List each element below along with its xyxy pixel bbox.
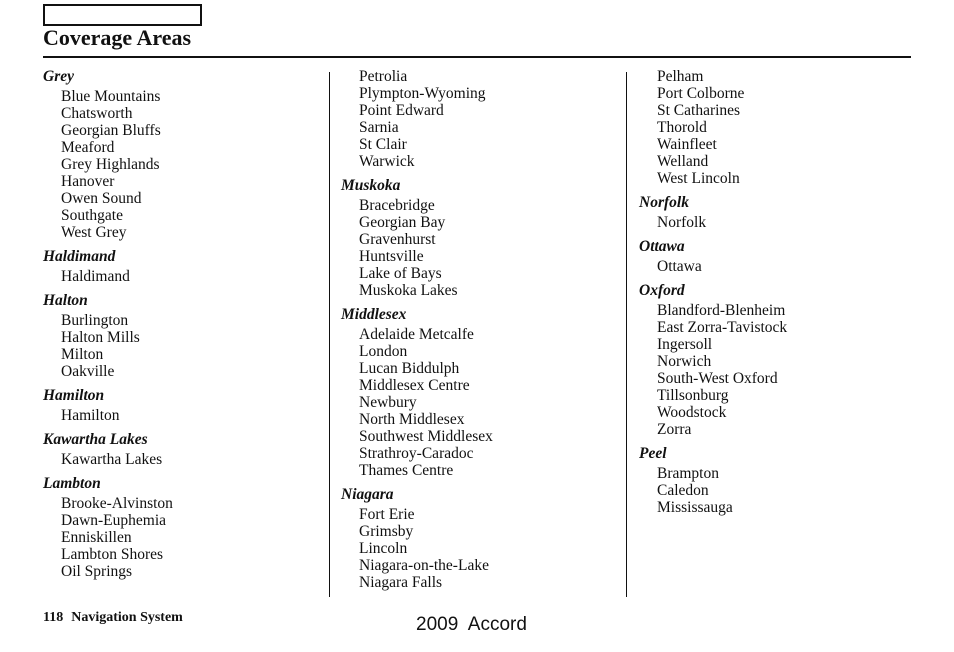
place-item: Lake of Bays — [359, 265, 442, 282]
place-item: Thorold — [657, 119, 707, 136]
region-block — [341, 177, 611, 299]
place-item: Blue Mountains — [61, 88, 161, 105]
place-item: Gravenhurst — [359, 231, 436, 248]
place-item: Norfolk — [657, 214, 707, 231]
place-item: Owen Sound — [61, 190, 142, 207]
place-item: Brampton — [657, 465, 719, 482]
place-item: Norwich — [657, 353, 712, 370]
place-item: Dawn-Euphemia — [61, 512, 167, 529]
region-block — [341, 68, 611, 170]
place-item: Chatsworth — [61, 105, 133, 122]
region-heading: Haldimand — [43, 248, 116, 265]
region-heading: Hamilton — [43, 387, 105, 404]
place-item: Hamilton — [61, 407, 120, 424]
place-item: Mississauga — [657, 499, 733, 516]
column-divider — [626, 72, 627, 597]
place-item: Blandford-Blenheim — [657, 302, 786, 319]
place-item: Muskoka Lakes — [359, 282, 458, 299]
region-block — [639, 445, 909, 516]
place-item: Welland — [657, 153, 709, 170]
place-item: Kawartha Lakes — [61, 451, 163, 468]
place-item: West Grey — [61, 224, 127, 241]
place-item: Niagara Falls — [359, 574, 443, 591]
place-item: Warwick — [359, 153, 415, 170]
place-item: Southwest Middlesex — [359, 428, 493, 445]
column-divider — [329, 72, 330, 597]
region-heading: Niagara — [341, 486, 394, 503]
region-block — [43, 68, 313, 241]
place-item: Adelaide Metcalfe — [359, 326, 474, 343]
place-item: Burlington — [61, 312, 129, 329]
place-item: Milton — [61, 346, 104, 363]
place-item: St Clair — [359, 136, 407, 153]
region-block — [43, 387, 313, 424]
place-item: St Catharines — [657, 102, 741, 119]
place-item: Fort Erie — [359, 506, 415, 523]
region-block — [639, 282, 909, 438]
place-item: West Lincoln — [657, 170, 740, 187]
region-block — [43, 431, 313, 468]
place-item: Tillsonburg — [657, 387, 729, 404]
place-item: Lucan Biddulph — [359, 360, 460, 377]
column-2 — [341, 68, 611, 598]
region-heading: Kawartha Lakes — [43, 431, 148, 448]
place-item: Niagara-on-the-Lake — [359, 557, 489, 574]
region-block — [43, 248, 313, 285]
page-number: 118 — [43, 610, 64, 625]
place-item: Brooke-Alvinston — [61, 495, 173, 512]
place-item: Wainfleet — [657, 136, 717, 153]
place-item: East Zorra-Tavistock — [657, 319, 788, 336]
place-item: Thames Centre — [359, 462, 454, 479]
title-rule — [43, 56, 911, 58]
place-item: Meaford — [61, 139, 115, 156]
place-item: Pelham — [657, 68, 704, 85]
place-item: Halton Mills — [61, 329, 140, 346]
place-item: Port Colborne — [657, 85, 745, 102]
region-block — [639, 238, 909, 275]
region-heading: Muskoka — [341, 177, 401, 194]
region-block — [639, 68, 909, 187]
place-item: Southgate — [61, 207, 123, 224]
place-item: Lambton Shores — [61, 546, 164, 563]
region-heading: Peel — [639, 445, 667, 462]
column-3 — [639, 68, 909, 523]
place-item: Middlesex Centre — [359, 377, 470, 394]
region-heading: Norfolk — [639, 194, 689, 211]
model-name: 2009 Accord — [416, 614, 527, 635]
place-item: Zorra — [657, 421, 692, 438]
header-tab-box — [43, 4, 202, 26]
place-item: London — [359, 343, 408, 360]
column-1 — [43, 68, 313, 587]
region-heading: Halton — [43, 292, 88, 309]
page-title: Coverage Areas — [43, 25, 192, 50]
place-item: Enniskillen — [61, 529, 132, 546]
region-block — [341, 486, 611, 591]
place-item: Hanover — [61, 173, 115, 190]
region-block — [43, 475, 313, 580]
place-item: Ingersoll — [657, 336, 713, 353]
place-item: Grey Highlands — [61, 156, 160, 173]
place-item: North Middlesex — [359, 411, 465, 428]
place-item: Bracebridge — [359, 197, 435, 214]
place-item: Georgian Bluffs — [61, 122, 161, 139]
place-item: Point Edward — [359, 102, 444, 119]
place-item: Plympton-Wyoming — [359, 85, 486, 102]
place-item: Georgian Bay — [359, 214, 446, 231]
region-block — [639, 194, 909, 231]
region-heading: Oxford — [639, 282, 685, 299]
place-item: Oil Springs — [61, 563, 133, 580]
place-item: Haldimand — [61, 268, 130, 285]
place-item: Huntsville — [359, 248, 424, 265]
place-item: South-West Oxford — [657, 370, 778, 387]
place-item: Grimsby — [359, 523, 414, 540]
place-item: Oakville — [61, 363, 115, 380]
place-item: Sarnia — [359, 119, 399, 136]
place-item: Caledon — [657, 482, 709, 499]
place-item: Newbury — [359, 394, 417, 411]
region-heading: Lambton — [43, 475, 101, 492]
region-heading: Middlesex — [341, 306, 407, 323]
place-item: Petrolia — [359, 68, 408, 85]
section-name: Navigation System — [71, 610, 183, 625]
place-item: Ottawa — [657, 258, 702, 275]
region-block — [43, 292, 313, 380]
place-item: Strathroy-Caradoc — [359, 445, 474, 462]
region-block — [341, 306, 611, 479]
place-item: Lincoln — [359, 540, 408, 557]
place-item: Woodstock — [657, 404, 727, 421]
region-heading: Grey — [43, 68, 74, 85]
region-heading: Ottawa — [639, 238, 685, 255]
footer-page-info — [43, 610, 183, 626]
